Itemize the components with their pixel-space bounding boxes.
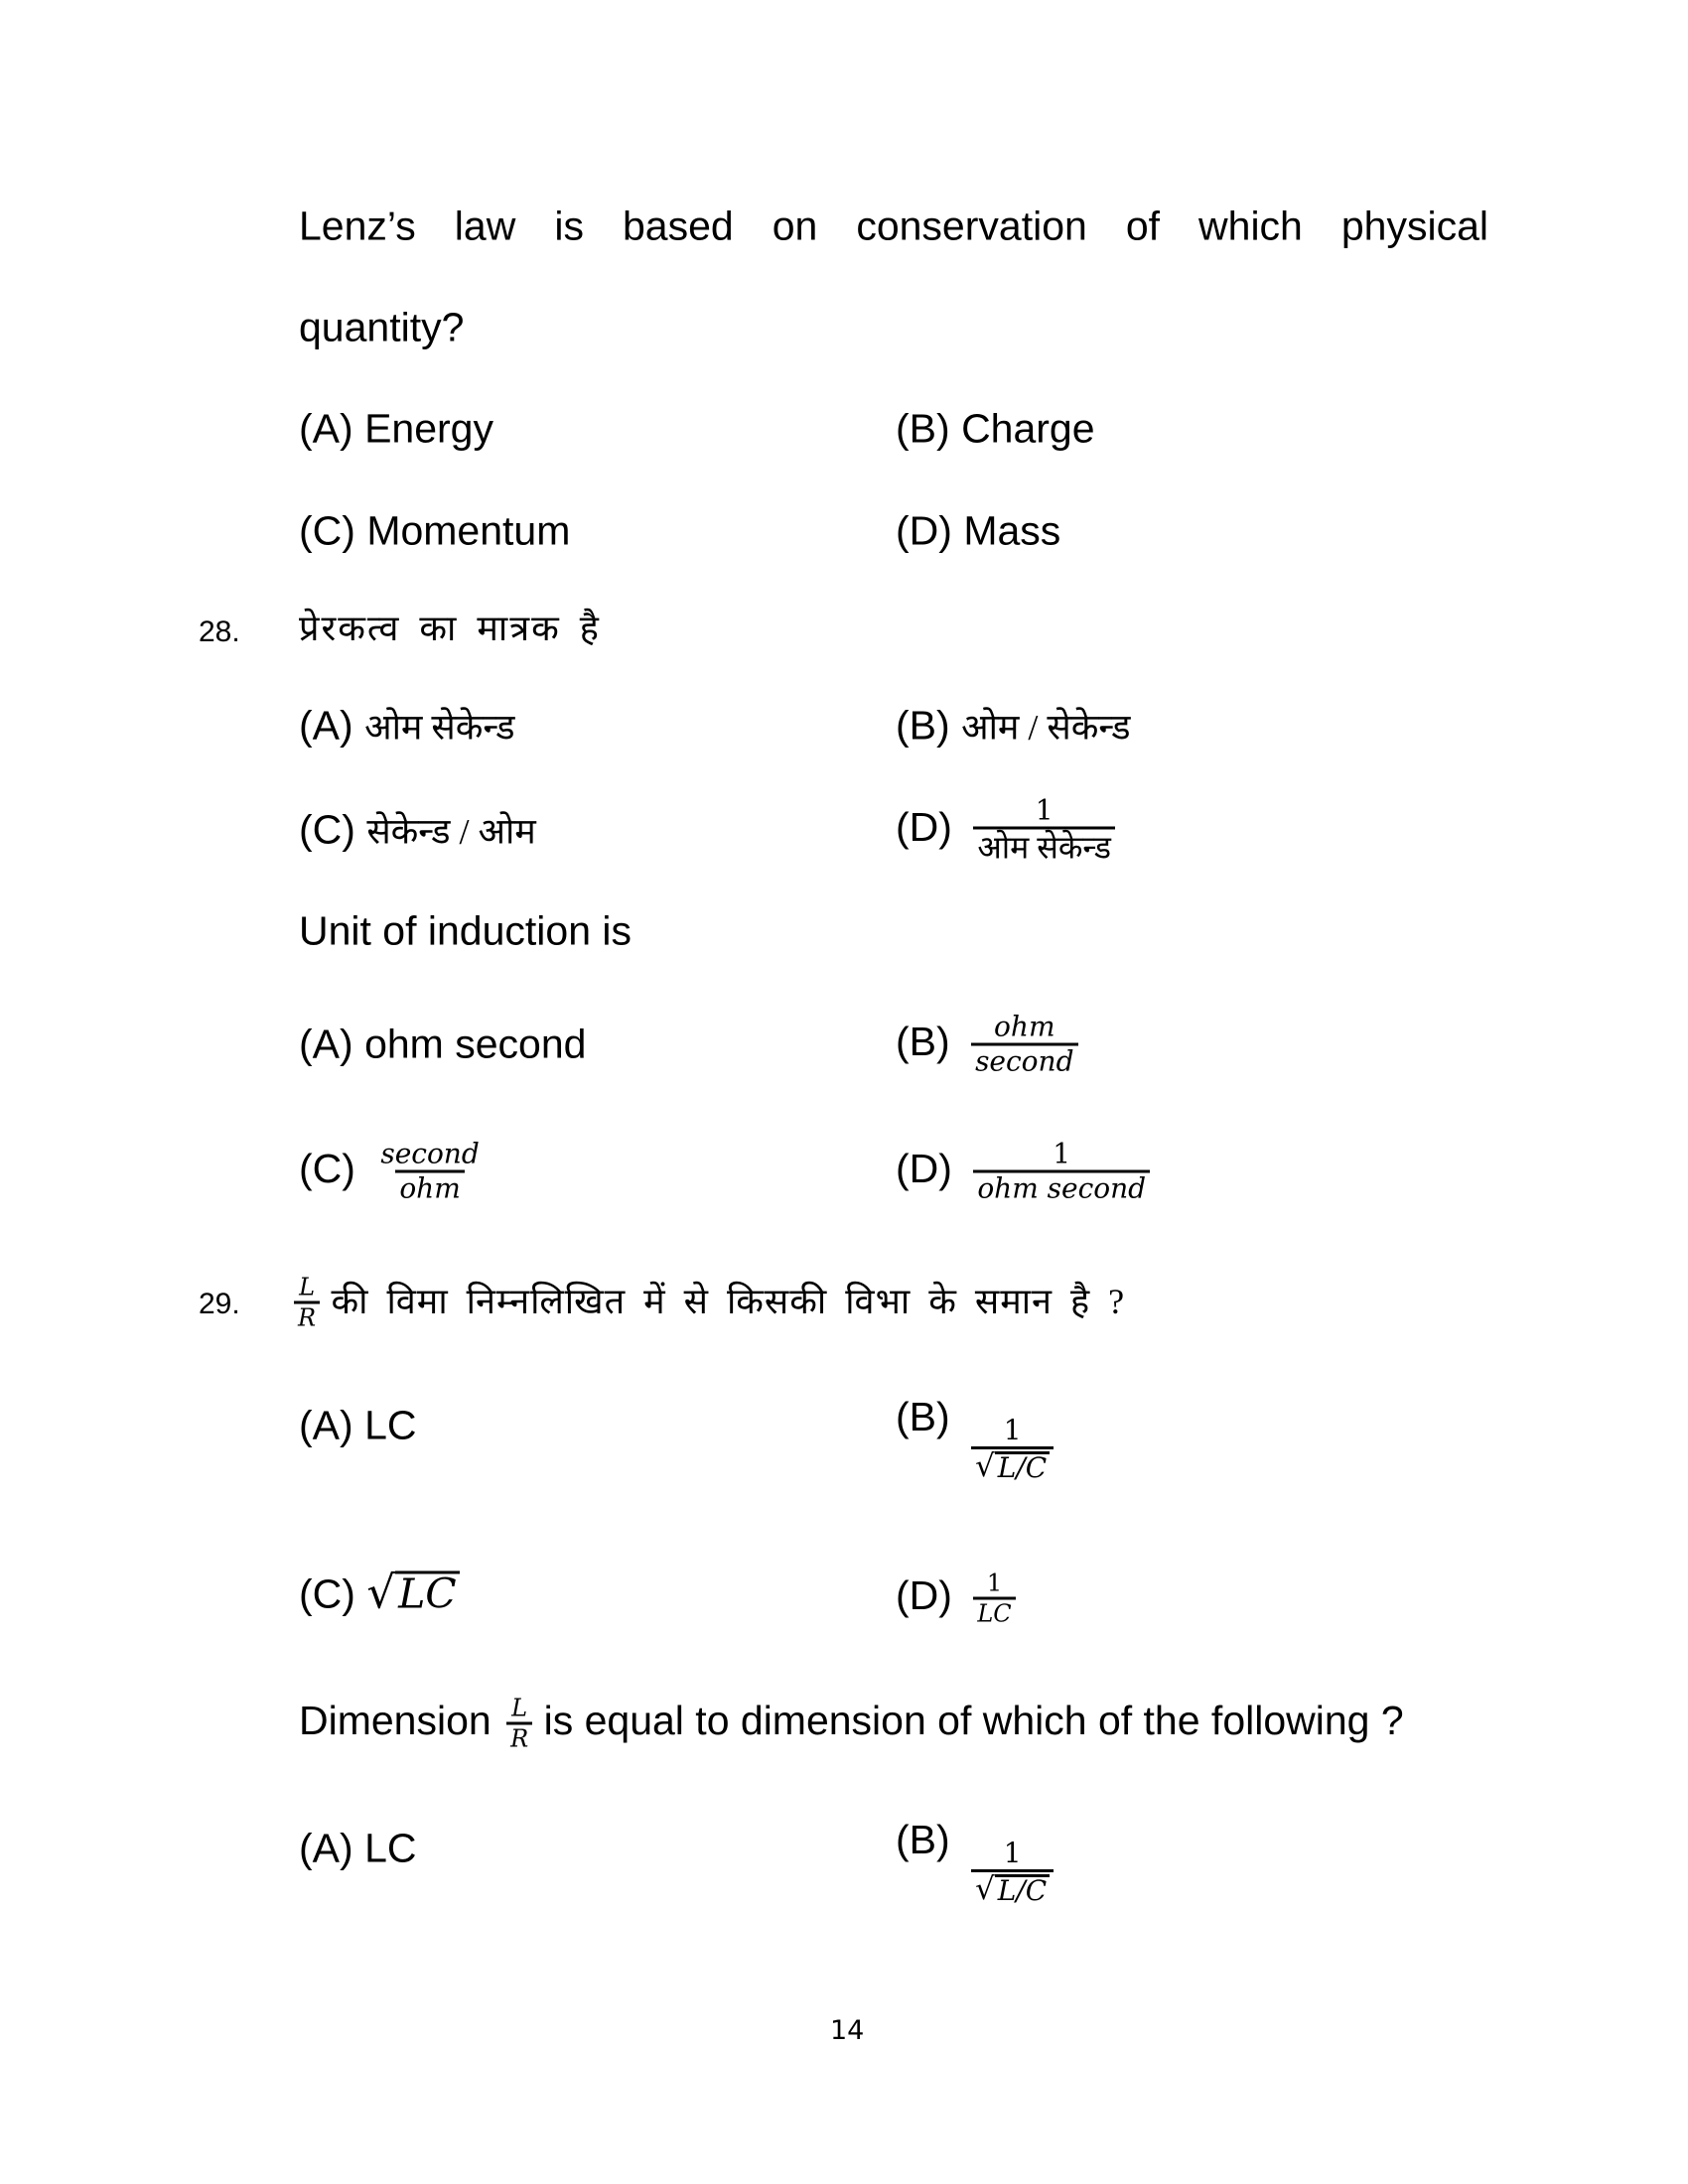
option-text: सेकेन्ड / ओम xyxy=(366,811,536,852)
square-root xyxy=(366,1566,459,1619)
denominator: ohm xyxy=(395,1170,464,1203)
q28-english-option-b xyxy=(896,1010,1078,1078)
word: on xyxy=(772,203,818,249)
q28-english-option-d xyxy=(896,1137,1150,1205)
option-label: (A) xyxy=(299,405,353,452)
option-label: (C) xyxy=(299,1570,355,1617)
option-label: (A) xyxy=(299,1402,353,1448)
radicand: L/C xyxy=(995,1451,1050,1482)
q28-hindi-option-b xyxy=(896,702,1131,749)
word: physical xyxy=(1340,203,1488,249)
fraction xyxy=(376,1137,483,1205)
square-root xyxy=(975,1448,1050,1485)
l-over-r-fraction xyxy=(294,1273,320,1332)
option-text: Energy xyxy=(364,405,493,452)
numerator: 1 xyxy=(1003,1414,1022,1446)
q27-option-d xyxy=(896,507,1061,554)
option-text: Momentum xyxy=(366,507,571,554)
q27-option-c xyxy=(299,507,571,554)
square-root xyxy=(975,1871,1050,1908)
q27-text-line1 xyxy=(299,203,1488,249)
q28-hindi-option-a xyxy=(299,702,515,749)
word: Lenz’s xyxy=(299,203,416,249)
option-label: (D) xyxy=(896,507,952,554)
word: conservation xyxy=(856,203,1087,249)
option-text: Charge xyxy=(961,405,1095,452)
fraction xyxy=(971,1837,1054,1908)
option-label: (D) xyxy=(896,1145,952,1191)
radical-sign-icon: √ xyxy=(366,1566,396,1619)
option-label: (D) xyxy=(896,1571,952,1618)
text-suffix: is equal to dimension of which of the following ? xyxy=(543,1697,1404,1743)
option-text: ओम / सेकेन्ड xyxy=(961,707,1131,748)
q29-number: 29. xyxy=(199,1288,240,1320)
radical-sign-icon: √ xyxy=(975,1871,995,1908)
option-label: (B) xyxy=(896,405,950,452)
q28-hindi-option-d xyxy=(896,793,1115,866)
word: based xyxy=(622,203,734,249)
text-prefix: Dimension xyxy=(299,1697,492,1743)
denominator: ohm second xyxy=(973,1170,1150,1203)
denominator: ओम सेकेन्ड xyxy=(973,827,1115,864)
l-over-r-fraction xyxy=(506,1694,532,1753)
denominator: R xyxy=(506,1722,532,1751)
denominator: second xyxy=(971,1043,1077,1076)
radical-sign-icon: √ xyxy=(975,1448,995,1485)
option-text: LC xyxy=(364,1825,417,1871)
numerator: L xyxy=(511,1694,528,1722)
option-label: (B) xyxy=(896,1394,950,1439)
q29-hindi-option-d xyxy=(896,1571,1016,1626)
word: of xyxy=(1125,203,1161,249)
q29-english-option-a xyxy=(299,1825,417,1871)
q27-option-a xyxy=(299,405,493,452)
option-label: (A) xyxy=(299,702,353,749)
word: which xyxy=(1198,203,1303,249)
numerator: ohm xyxy=(994,1010,1055,1043)
option-text: ohm second xyxy=(364,1021,587,1067)
numerator: 1 xyxy=(1035,793,1054,827)
q29-hindi-option-a xyxy=(299,1402,417,1448)
q29-english-option-b xyxy=(896,1817,1054,1908)
option-label: (C) xyxy=(299,507,355,554)
numerator: 1 xyxy=(1003,1837,1022,1869)
option-label: (D) xyxy=(896,803,952,850)
word: is xyxy=(554,203,584,249)
q29-hindi-option-c xyxy=(299,1566,460,1619)
question-text: की विमा निम्नलिखित में से किसकी विभा के समान है ? xyxy=(331,1281,1126,1321)
denominator: R xyxy=(294,1301,320,1330)
denominator xyxy=(971,1869,1054,1908)
radicand: LC xyxy=(395,1571,460,1615)
fraction xyxy=(973,1137,1150,1205)
numerator: 1 xyxy=(1053,1137,1071,1170)
q28-number: 28. xyxy=(199,615,240,648)
numerator: L xyxy=(299,1273,315,1301)
option-text: LC xyxy=(364,1402,417,1448)
q28-english-text: Unit of induction is xyxy=(299,907,633,954)
q28-english-option-c xyxy=(299,1137,484,1205)
q28-english-option-a xyxy=(299,1021,587,1067)
option-label: (C) xyxy=(299,1145,355,1191)
numerator: second xyxy=(380,1137,480,1170)
option-label: (C) xyxy=(299,806,355,853)
option-label: (B) xyxy=(896,702,950,749)
q29-english-text xyxy=(299,1694,1404,1753)
fraction xyxy=(971,1010,1077,1078)
option-text: Mass xyxy=(963,507,1061,554)
page-number: 14 xyxy=(830,2015,865,2046)
q29-hindi-text xyxy=(294,1273,1126,1332)
option-label: (B) xyxy=(896,1817,950,1862)
denominator: LC xyxy=(973,1597,1015,1626)
q27-option-b xyxy=(896,405,1095,452)
numerator: 1 xyxy=(986,1569,1003,1597)
q27-text-line2: quantity? xyxy=(299,304,465,350)
option-label: (B) xyxy=(896,1018,950,1064)
fraction xyxy=(973,1571,1015,1626)
option-text: ओम सेकेन्ड xyxy=(364,707,515,748)
denominator xyxy=(971,1446,1054,1485)
fraction xyxy=(971,1414,1054,1485)
radicand: L/C xyxy=(995,1874,1050,1905)
option-label: (A) xyxy=(299,1825,353,1871)
q28-hindi-option-c xyxy=(299,806,536,853)
fraction xyxy=(973,793,1115,866)
q28-hindi-text: प्रेरकत्व का मात्रक है xyxy=(299,609,601,648)
word: law xyxy=(454,203,516,249)
q29-hindi-option-b xyxy=(896,1394,1054,1485)
option-label: (A) xyxy=(299,1021,353,1067)
